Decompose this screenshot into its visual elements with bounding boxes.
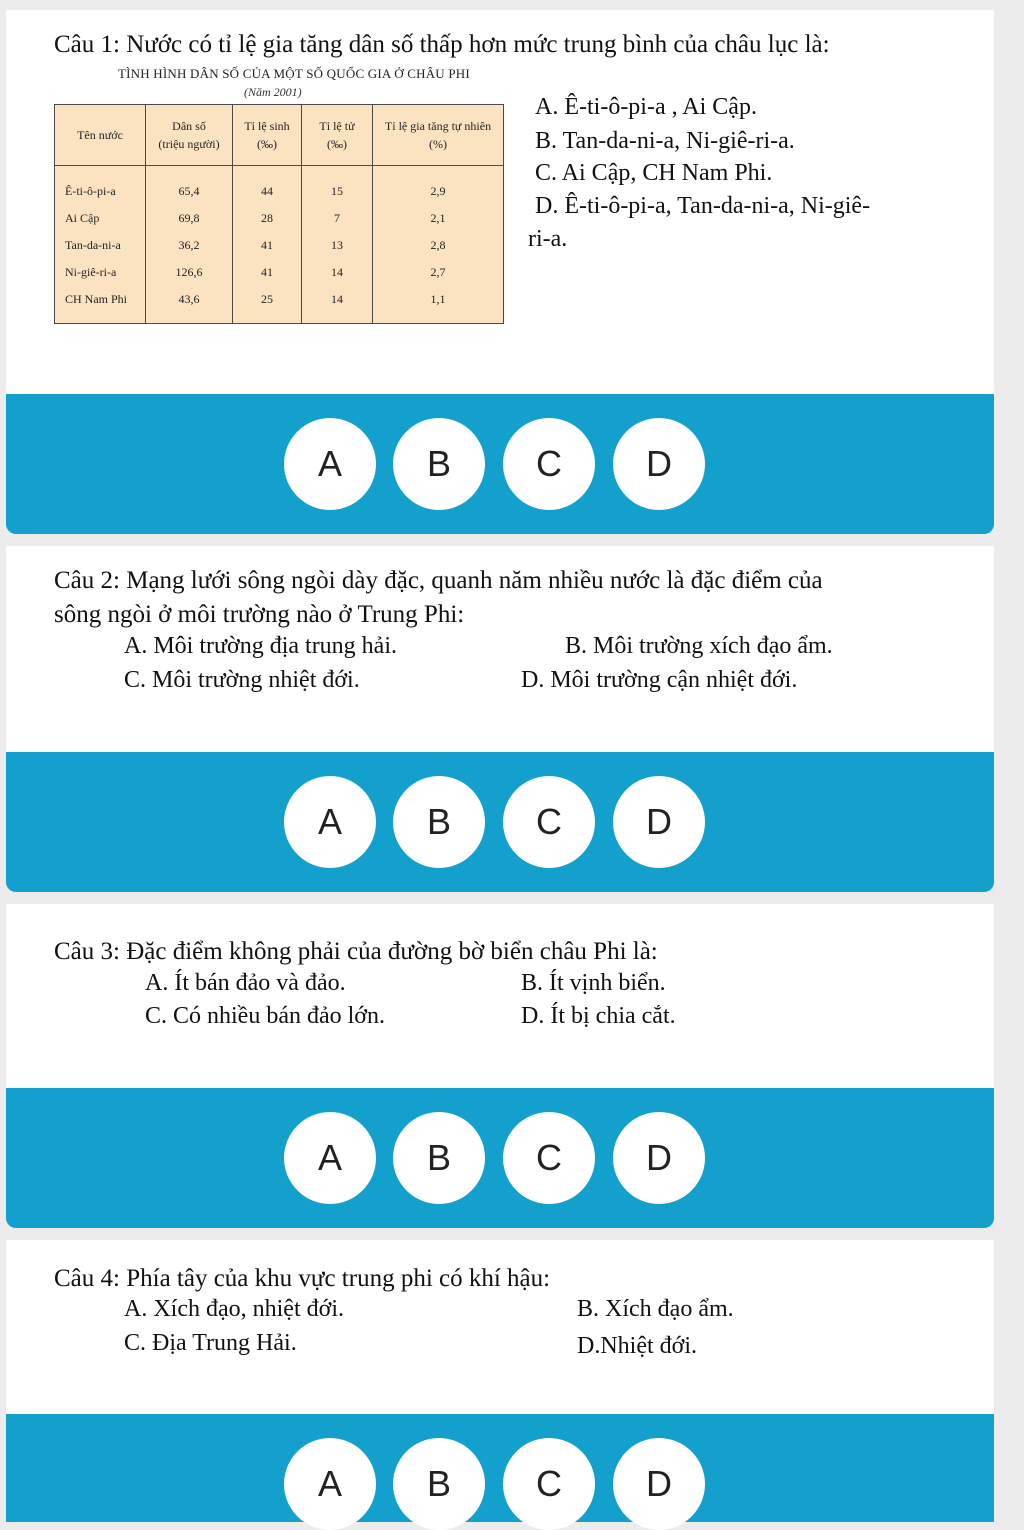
cell-death: 13 <box>302 232 373 259</box>
question-1-option-d: D. Ê-ti-ô-pi-a, Tan-da-ni-a, Ni-giê- <box>535 193 871 219</box>
question-3-option-c: C. Có nhiều bán đảo lớn. <box>145 1003 385 1029</box>
cell-death: 7 <box>302 205 373 232</box>
question-1-option-a: A. Ê-ti-ô-pi-a , Ai Cập. <box>535 94 757 120</box>
question-2-text-line-2: sông ngòi ở môi trường nào ở Trung Phi: <box>54 601 465 628</box>
q1-answer-c-button[interactable]: C <box>503 418 595 510</box>
table-title: TÌNH HÌNH DÂN SỐ CỦA MỘT SỐ QUỐC GIA Ở CHÂU PHI <box>118 66 470 81</box>
cell-death: 14 <box>302 259 373 286</box>
question-3-text: Câu 3: Đặc điểm không phải của đường bờ biển châu Phi là: <box>54 938 658 965</box>
question-2-text-line-1: Câu 2: Mạng lưới sông ngòi dày đặc, quanh năm nhiều nước là đặc điểm của <box>54 567 823 594</box>
q2-answer-b-button[interactable]: B <box>393 776 485 868</box>
question-1-option-c: C. Ai Cập, CH Nam Phi. <box>535 160 773 186</box>
header-population: Dân số (triệu người) <box>146 105 233 166</box>
table-row <box>55 286 504 324</box>
cell-population: 69,8 <box>146 205 233 232</box>
question-3-option-b: B. Ít vịnh biển. <box>521 970 666 996</box>
question-3-option-d: D. Ít bị chia cắt. <box>521 1003 676 1029</box>
cell-population: 65,4 <box>146 166 233 206</box>
q3-answer-b-button[interactable]: B <box>393 1112 485 1204</box>
question-2-option-c: C. Môi trường nhiệt đới. <box>124 667 360 693</box>
cell-growth: 1,1 <box>373 286 504 324</box>
cell-growth: 2,9 <box>373 166 504 206</box>
q1-answer-d-button[interactable]: D <box>613 418 705 510</box>
cell-death: 14 <box>302 286 373 324</box>
cell-birth: 28 <box>233 205 302 232</box>
cell-country: Tan-da-ni-a <box>55 232 146 259</box>
question-1-answer-bar <box>6 394 994 534</box>
q1-answer-b-button[interactable]: B <box>393 418 485 510</box>
q2-answer-c-button[interactable]: C <box>503 776 595 868</box>
question-4-answer-bar <box>6 1414 994 1522</box>
table-row <box>55 166 504 206</box>
cell-growth: 2,7 <box>373 259 504 286</box>
question-4-option-d: D.Nhiệt đới. <box>577 1333 698 1359</box>
question-3-option-a: A. Ít bán đảo và đảo. <box>145 970 346 996</box>
table-row <box>55 205 504 232</box>
population-table <box>54 104 504 324</box>
question-1-option-d-cont: ri-a. <box>528 226 568 252</box>
q1-answer-a-button[interactable]: A <box>284 418 376 510</box>
q2-answer-a-button[interactable]: A <box>284 776 376 868</box>
question-1-option-b: B. Tan-da-ni-a, Ni-giê-ri-a. <box>535 128 795 154</box>
cell-country: Ai Cập <box>55 205 146 232</box>
header-birth-rate: Tỉ lệ sinh (‰) <box>233 105 302 166</box>
q4-answer-b-button[interactable]: B <box>393 1438 485 1530</box>
header-growth-rate: Tỉ lệ gia tăng tự nhiên (%) <box>373 105 504 166</box>
q3-answer-d-button[interactable]: D <box>613 1112 705 1204</box>
header-death-rate: Tỉ lệ tử (‰) <box>302 105 373 166</box>
q3-answer-a-button[interactable]: A <box>284 1112 376 1204</box>
cell-growth: 2,1 <box>373 205 504 232</box>
cell-population: 36,2 <box>146 232 233 259</box>
cell-birth: 25 <box>233 286 302 324</box>
q2-answer-d-button[interactable]: D <box>613 776 705 868</box>
q4-answer-d-button[interactable]: D <box>613 1438 705 1530</box>
question-1-text: Câu 1: Nước có tỉ lệ gia tăng dân số thấp hơn mức trung bình của châu lục là: <box>54 31 830 58</box>
question-4-text: Câu 4: Phía tây của khu vực trung phi có khí hậu: <box>54 1265 551 1292</box>
cell-birth: 41 <box>233 259 302 286</box>
cell-population: 43,6 <box>146 286 233 324</box>
table-row <box>55 232 504 259</box>
q3-answer-c-button[interactable]: C <box>503 1112 595 1204</box>
question-4-option-b: B. Xích đạo ẩm. <box>577 1296 734 1322</box>
cell-country: Ni-giê-ri-a <box>55 259 146 286</box>
q4-answer-a-button[interactable]: A <box>284 1438 376 1530</box>
cell-population: 126,6 <box>146 259 233 286</box>
question-4-option-a: A. Xích đạo, nhiệt đới. <box>124 1296 344 1322</box>
question-2-answer-bar <box>6 752 994 892</box>
header-country: Tên nước <box>55 105 146 166</box>
question-4-option-c: C. Địa Trung Hải. <box>124 1330 297 1356</box>
table-header-row <box>55 105 504 166</box>
cell-birth: 44 <box>233 166 302 206</box>
table-year: (Năm 2001) <box>244 85 302 99</box>
question-3-answer-bar <box>6 1088 994 1228</box>
cell-country: Ê-ti-ô-pi-a <box>55 166 146 206</box>
cell-growth: 2,8 <box>373 232 504 259</box>
question-2-option-a: A. Môi trường địa trung hải. <box>124 633 397 659</box>
cell-birth: 41 <box>233 232 302 259</box>
cell-death: 15 <box>302 166 373 206</box>
question-2-option-b: B. Môi trường xích đạo ẩm. <box>565 633 833 659</box>
q4-answer-c-button[interactable]: C <box>503 1438 595 1530</box>
question-2-option-d: D. Môi trường cận nhiệt đới. <box>521 667 798 693</box>
cell-country: CH Nam Phi <box>55 286 146 324</box>
table-row <box>55 259 504 286</box>
